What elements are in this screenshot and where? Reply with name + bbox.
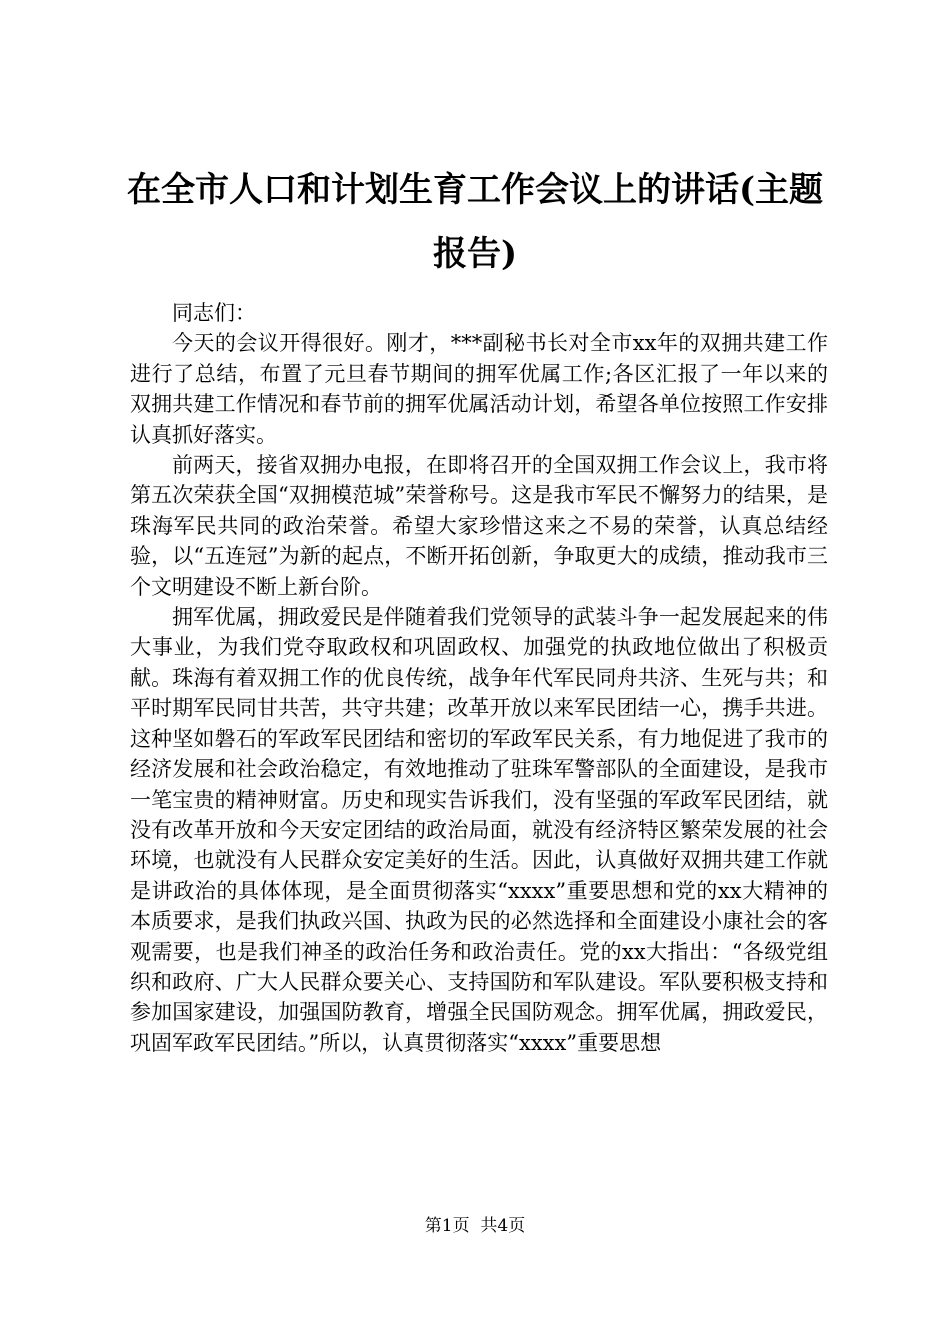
paragraph: 拥军优属，拥政爱民是伴随着我们党领导的武装斗争一起发展起来的伟大事业，为我们党夺取政权和巩固政权、加强党的执政地位做出了积极贡献。珠海有着双拥工作的优良传统，战争年代军民同舟共济、生死与共；和平时期军民同甘共苦，共守共建；改革开放以来军民团结一心，携手共进。这种坚如磐石的军政军民团结和密切的军政军民关系，有力地促进了我市的经济发展和社会政治稳定，有效地推动了驻珠军警部队的全面建设，是我市一笔宝贵的精神财富。历史和现实告诉我们，没有坚强的军政军民团结，就没有改革开放和今天安定团结的政治局面，就没有经济特区繁荣发展的社会环境，也就没有人民群众安定美好的生活。因此，认真做好双拥共建工作就是讲政治的具体体现，是全面贯彻落实“xxxx”重要思想和党的xx大精神的本质要求，是我们执政兴国、执政为民的必然选择和全面建设小康社会的客观需要，也是我们神圣的政治任务和政治责任。党的xx大指出：“各级党组织和政府、广大人民群众要关心、支持国防和军队建设。军队要积极支持和参加国家建设，加强国防教育，增强全民国防观念。拥军优属，拥政爱民，巩固军政军民团结。”所以，认真贯彻落实“xxxx”重要思想 bbox=[130, 605, 828, 1055]
salutation: 同志们： bbox=[172, 301, 256, 325]
page-number: 第1页 bbox=[424, 1216, 470, 1236]
paragraph: 前两天，接省双拥办电报，在即将召开的全国双拥工作会议上，我市将第五次荣获全国“双拥模范城”荣誉称号。这是我市军民不懈努力的结果，是珠海军民共同的政治荣誉。希望大家珍惜这来之不易的荣誉，认真总结经验，以“五连冠”为新的起点，不断开拓创新，争取更大的成绩，推动我市三个文明建设不断上新台阶。 bbox=[130, 453, 828, 599]
document-title: 在全市人口和计划生育工作会议上的讲话(主题报告) bbox=[126, 170, 824, 274]
paragraph: 今天的会议开得很好。刚才，***副秘书长对全市xx年的双拥共建工作进行了总结，布置了元旦春节期间的拥军优属工作;各区汇报了一年以来的双拥共建工作情况和春节前的拥军优属活动计划，希望各单位按照工作安排认真抓好落实。 bbox=[130, 331, 828, 447]
document-body bbox=[130, 298, 828, 1058]
page-footer bbox=[0, 1215, 950, 1237]
page-total: 共4页 bbox=[480, 1216, 526, 1236]
